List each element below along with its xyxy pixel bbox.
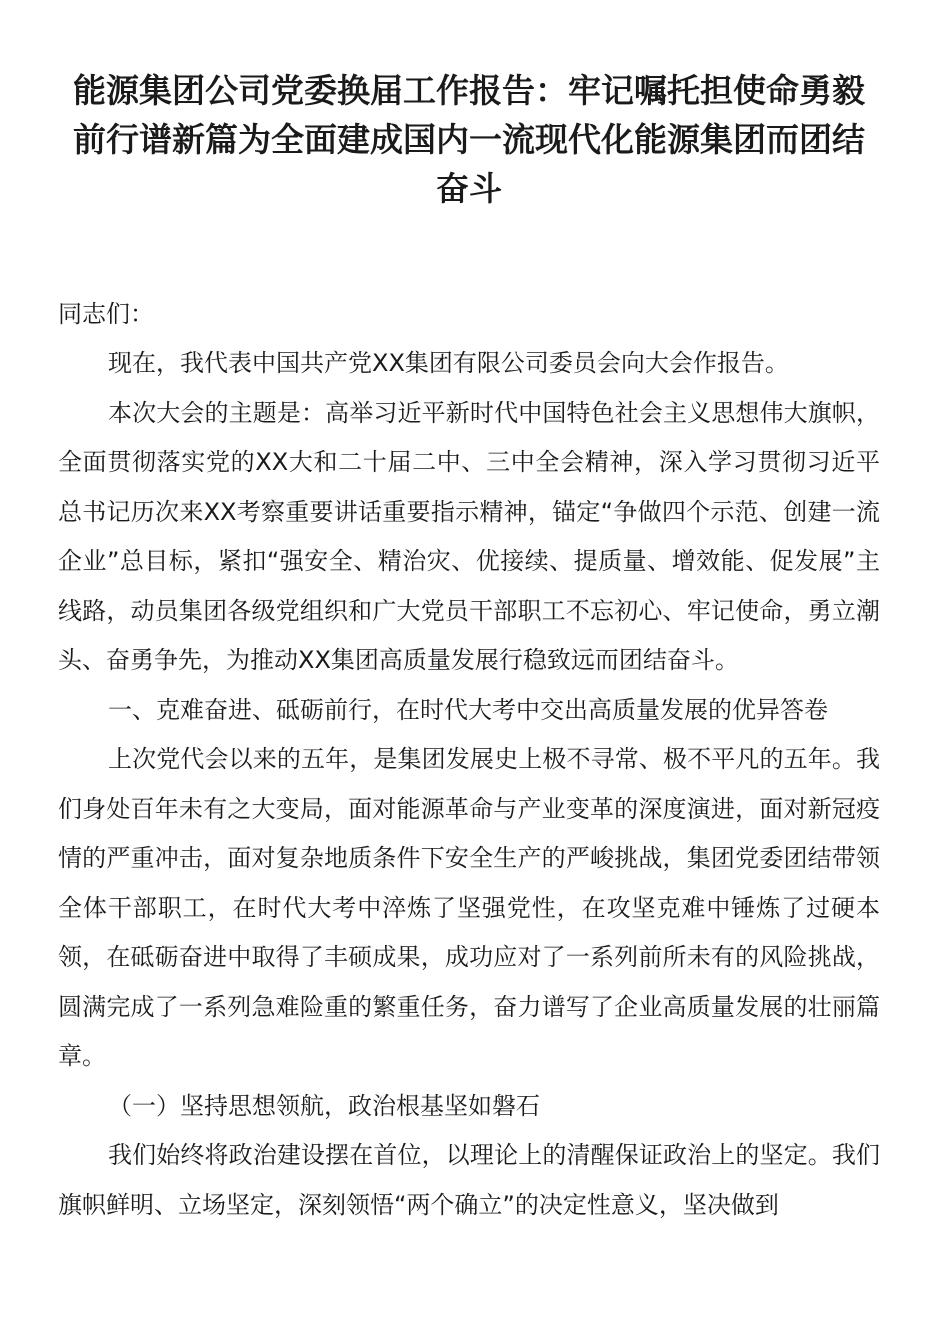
- subsection-1-heading: （一）坚持思想领航，政治根基坚如磐石: [108, 1091, 540, 1120]
- subsection-1-paragraph: 我们始终将政治建设摆在首位，以理论上的清醒保证政治上的坚定。我们旗帜鲜明、立场坚定，深刻领悟“两个确立”的决定性意义，坚决做到: [58, 1141, 880, 1219]
- section-1-heading: 一、克难奋进、砥砺前行，在时代大考中交出高质量发展的优异答卷: [108, 695, 828, 724]
- intro-paragraph: 现在，我代表中国共产党XX集团有限公司委员会向大会作报告。: [108, 349, 789, 377]
- salutation: 同志们：: [58, 300, 154, 328]
- theme-paragraph: 本次大会的主题是：高举习近平新时代中国特色社会主义思想伟大旗帜，全面贯彻落实党的XX大和二十届二中、三中全会精神，深入学习贯彻习近平总书记历次来XX考察重要讲话重要指示精神，锚定“争做四个示范、创建一流企业”总目标，紧扣“强安全、精治灾、优接续、提质量、增效能、促发展”主线路，动员集团各级党组织和广大党员干部职工不忘初心、牢记使命，勇立潮头、奋勇争先，为推动XX集团高质量发展行稳致远而团结奋斗。: [58, 398, 880, 674]
- document-title: 能源集团公司党委换届工作报告：牢记嘱托担使命勇毅前行谱新篇为全面建成国内一流现代化能源集团而团结奋斗: [73, 71, 865, 208]
- section-1-paragraph: 上次党代会以来的五年，是集团发展史上极不寻常、极不平凡的五年。我们身处百年未有之大变局，面对能源革命与产业变革的深度演进，面对新冠疫情的严重冲击，面对复杂地质条件下安全生产的严峻挑战，集团党委团结带领全体干部职工，在时代大考中淬炼了坚强党性，在攻坚克难中锤炼了过硬本领，在砥砺奋进中取得了丰硕成果，成功应对了一系列前所未有的风险挑战，圆满完成了一系列急难险重的繁重任务，奋力谱写了企业高质量发展的壮丽篇章。: [58, 745, 880, 1070]
